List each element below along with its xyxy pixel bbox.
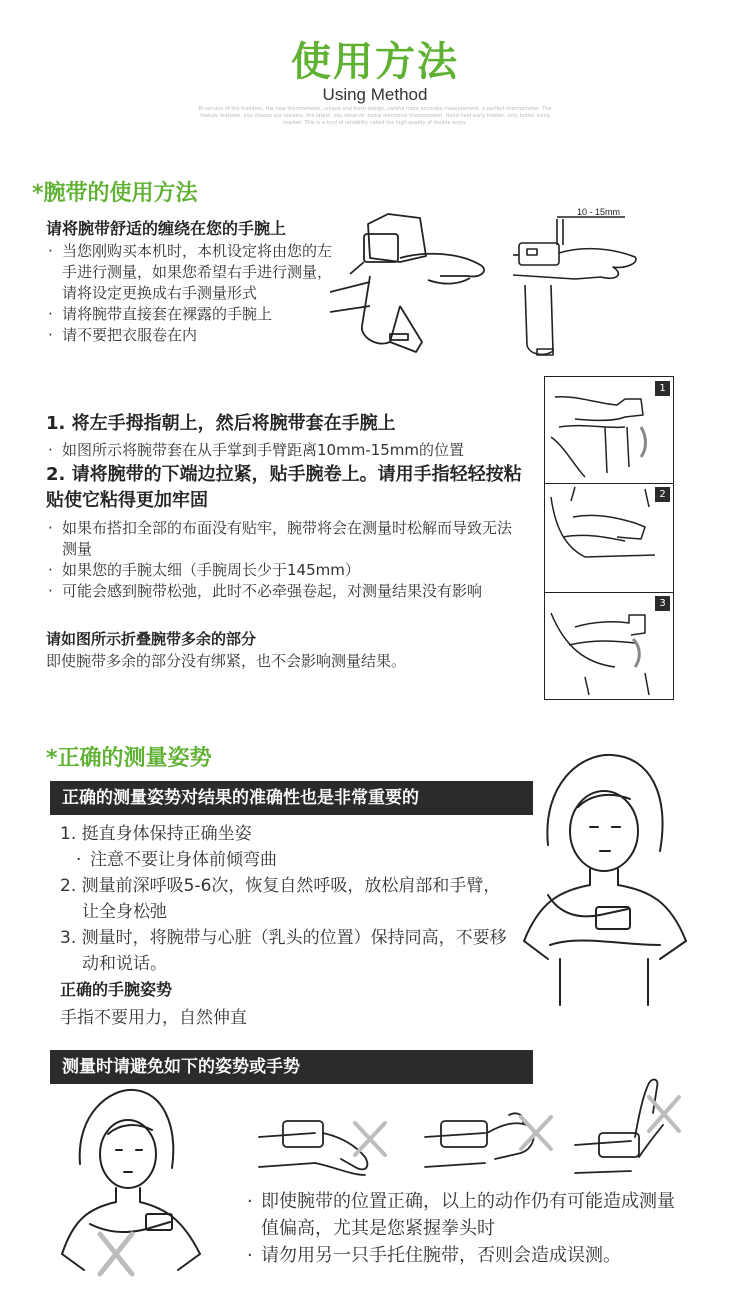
wristband-bullet-1: · 当您刚购买本机时，本机设定将由您的左手进行测量，如果您希望右手进行测量，请将设定更换成右手测量形式 <box>46 241 336 304</box>
wristband-intro: 请将腕带舒适的缠绕在您的手腕上 <box>46 219 287 238</box>
wristband-bullet-3: · 请不要把衣服卷在内 <box>46 325 336 346</box>
wrist-posture-heading: 正确的手腕姿势 <box>60 980 173 999</box>
fold-text: 即使腕带多余的部分没有绑紧，也不会影响测量结果。 <box>46 652 407 670</box>
step-2-note-3: · 可能会感到腕带松弛，此时不必牵强卷起，对测量结果没有影响 <box>46 581 526 602</box>
wrong-gestures-illustration <box>255 1075 695 1180</box>
wrong-posture-illustration <box>60 1084 205 1289</box>
cuff-position-illustration <box>505 205 645 365</box>
step-1-note <box>46 440 536 461</box>
step-2-note-2: · 如果您的手腕太细（手腕周长少于145mm） <box>46 560 526 581</box>
wristband-heading: *腕带的使用方法 <box>32 181 198 206</box>
step-panels-illustration <box>545 377 673 699</box>
posture-item-2: 2. 测量前深呼吸5-6次，恢复自然呼吸，放松肩部和手臂，让全身松弛 <box>60 876 501 922</box>
avoid-bullet-1: · 即使腕带的位置正确，以上的动作仍有可能造成测量值偏高，尤其是您紧握拳头时 <box>245 1188 690 1242</box>
fine-print: Bi-version of the tradition, the new thermometer, unique and fresh design, careful more accurate measurement, a perfect thermometer. The feature features, you choose our reasons, the latest, you deserve; home electronic thermometer, Hand-held early hidden, only better living market; This is a kind of reliability called the high quality of double enjoy. <box>198 106 552 126</box>
avoid-bar: 测量时请避免如下的姿势或手势 <box>50 1050 533 1084</box>
wrist-posture-text: 手指不要用力，自然伸直 <box>60 1008 247 1028</box>
step-2: 2. 请将腕带的下端边拉紧，贴手腕卷上。请用手指轻轻按粘贴使它粘得更加牢固 <box>46 464 522 511</box>
posture-item-3: 3. 测量时，将腕带与心脏（乳头的位置）保持同高，不要移动和说话。 <box>60 928 507 974</box>
fold-heading: 请如图所示折叠腕带多余的部分 <box>46 630 257 648</box>
measure-label: 10 - 15mm <box>577 207 621 217</box>
panel-number-1: 1 <box>655 381 670 396</box>
cuff-wrap-illustration <box>330 196 500 366</box>
step-2-note-1: · 如果布搭扣全部的布面没有贴牢，腕带将会在测量时松解而导致无法测量 <box>46 518 526 560</box>
posture-list <box>60 821 510 977</box>
wristband-bullet-2: · 请将腕带直接套在裸露的手腕上 <box>46 304 336 325</box>
page-subtitle: Using Method <box>322 85 428 104</box>
step-1-note-text: · 如图所示将腕带套在从手掌到手臂距离10mm-15mm的位置 <box>46 440 536 461</box>
step-panels <box>544 376 674 700</box>
wristband-bullets <box>46 241 336 346</box>
posture-item-1: 1. 挺直身体保持正确坐姿 <box>60 824 252 844</box>
posture-bar: 正确的测量姿势对结果的准确性也是非常重要的 <box>50 781 533 815</box>
avoid-bullet-2: · 请勿用另一只手托住腕带，否则会造成误测。 <box>245 1242 690 1269</box>
panel-number-2: 2 <box>655 487 670 502</box>
correct-posture-illustration <box>520 745 690 1010</box>
avoid-bullets <box>245 1188 690 1269</box>
page-title: 使用方法 <box>291 39 459 85</box>
panel-number-3: 3 <box>655 596 670 611</box>
step-1: 1. 将左手拇指朝上，然后将腕带套在手腕上 <box>46 413 396 434</box>
posture-item-1-note: · 注意不要让身体前倾弯曲 <box>74 847 510 873</box>
step-2-notes <box>46 518 526 602</box>
posture-heading: *正确的测量姿势 <box>46 746 212 771</box>
